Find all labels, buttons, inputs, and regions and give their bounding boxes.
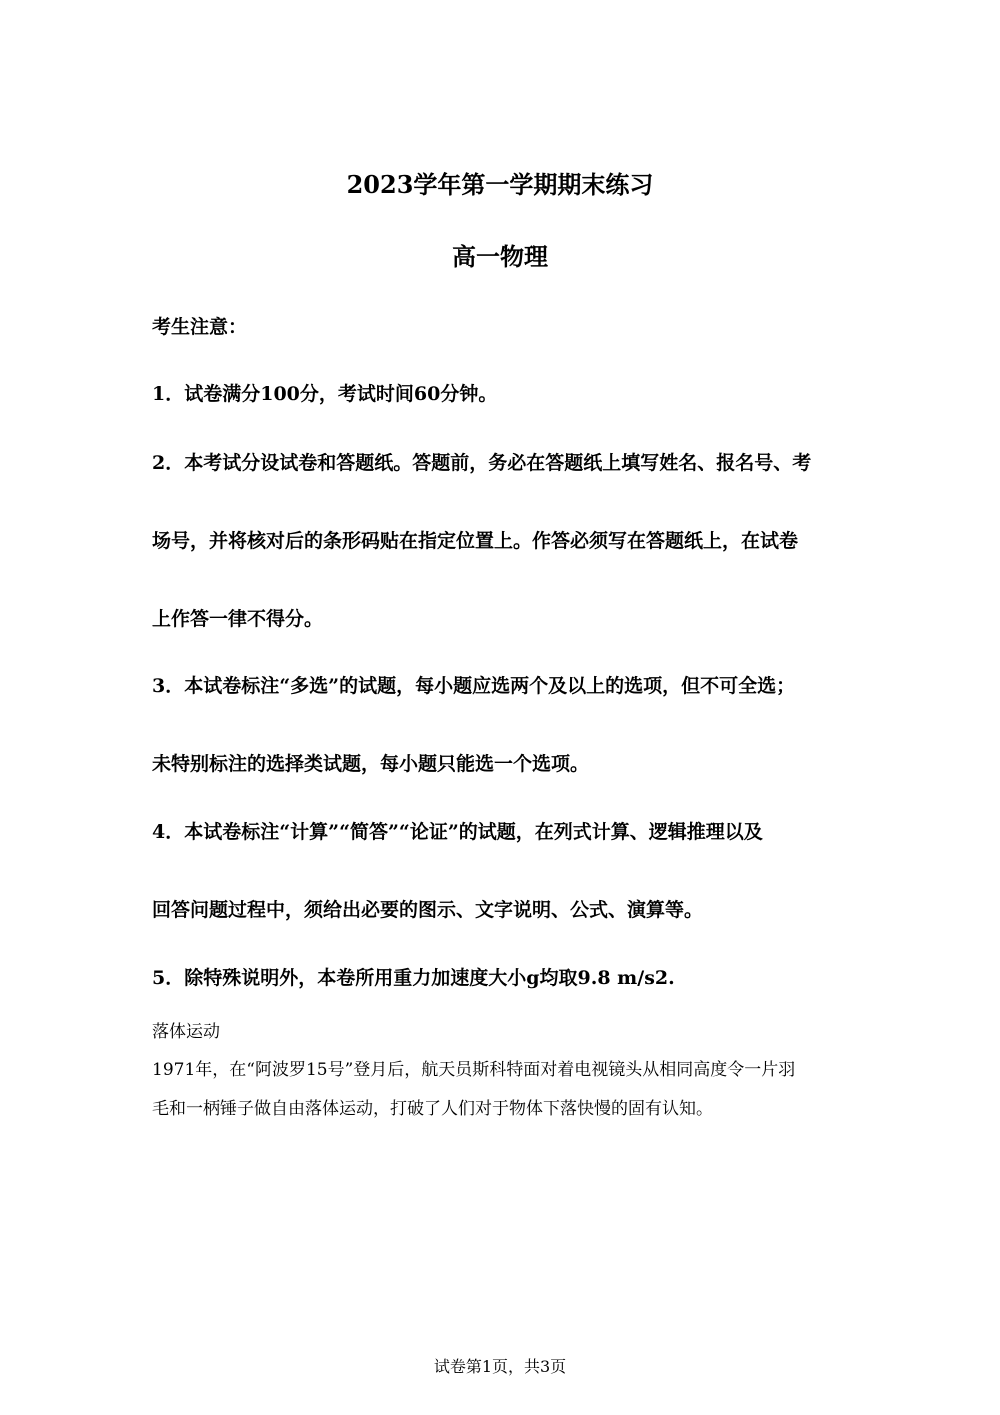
notice-line-1: 1．试卷满分100分，考试时间60分钟。: [152, 383, 498, 405]
page-footer: 试卷第1页，共3页: [433, 1357, 567, 1376]
notice-line-9: 5．除特殊说明外，本卷所用重力加速度大小g均取9.8 m/s2.: [152, 967, 675, 989]
section-title: 落体运动: [152, 1022, 220, 1042]
notice-line-8: 回答问题过程中，须给出必要的图示、文字说明、公式、演算等。: [152, 899, 704, 921]
notice-line-4: 上作答一律不得分。: [152, 608, 324, 630]
notice-line-2: 2．本考试分设试卷和答题纸。答题前，务必在答题纸上填写姓名、报名号、考: [152, 452, 812, 474]
notice-line-7: 4．本试卷标注“计算”“简答”“论证”的试题，在列式计算、逻辑推理以及: [152, 821, 763, 843]
notice-line-5: 3．本试卷标注“多选”的试题，每小题应选两个及以上的选项，但不可全选；: [152, 675, 796, 697]
notice-heading: 考生注意：: [152, 316, 248, 338]
exam-subject: 高一物理: [452, 242, 548, 271]
notice-line-6: 未特别标注的选择类试题，每小题只能选一个选项。: [152, 753, 590, 775]
exam-title: 2023学年第一学期期末练习: [346, 170, 654, 199]
notice-line-3: 场号，并将核对后的条形码贴在指定位置上。作答必须写在答题纸上，在试卷: [152, 530, 799, 552]
section-paragraph-line-2: 毛和一柄锤子做自由落体运动，打破了人们对于物体下落快慢的固有认知。: [152, 1099, 713, 1119]
section-paragraph-line-1: 1971年，在“阿波罗15号”登月后，航天员斯科特面对着电视镜头从相同高度令一片羽: [152, 1060, 796, 1080]
